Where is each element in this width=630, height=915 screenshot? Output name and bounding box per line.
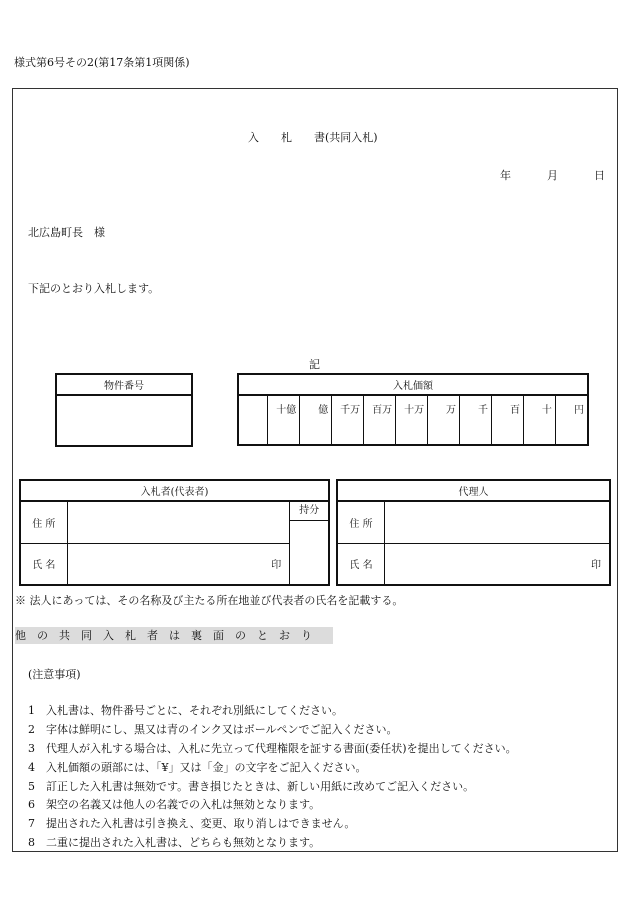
price-unit-label: 千 [477, 405, 488, 416]
note-text: 訂正した入札書は無効です。書き損じたときは、新しい用紙に改めてご記入ください。 [46, 779, 475, 793]
note-text: 架空の名義又は他人の名義での入札は無効となります。 [46, 798, 321, 812]
bidder-seal-label: 印 [271, 560, 282, 572]
note-number: 1 [28, 704, 35, 717]
price-digit-cell[interactable] [428, 395, 460, 445]
price-unit-label: 百万 [372, 405, 393, 416]
property-number-table [55, 373, 193, 447]
price-unit-label: 十億 [276, 405, 297, 416]
note-number: 6 [28, 798, 35, 812]
bidder-name-field[interactable] [67, 543, 290, 585]
price-unit-label: 億 [318, 405, 329, 416]
note-number: 7 [28, 817, 35, 831]
price-unit-label: 万 [446, 405, 457, 416]
agent-header: 代理人 [337, 480, 610, 501]
property-number-field[interactable] [56, 395, 192, 446]
price-digit-cell[interactable] [300, 395, 332, 445]
note-item [28, 796, 517, 815]
agent-address-field[interactable] [385, 501, 611, 543]
price-digit-cell[interactable] [491, 395, 523, 445]
corporation-note: ※ 法人にあっては、その名称及び主たる所在地並び代表者の氏名を記載する。 [15, 594, 404, 607]
note-item [28, 702, 517, 721]
note-item [28, 834, 517, 853]
bidder-table [19, 479, 330, 586]
price-unit-label: 円 [574, 405, 584, 416]
note-text: 字体は鮮明にし、黒又は青のインク又はボールペンでご記入ください。 [46, 722, 398, 736]
price-digit-cell[interactable] [555, 395, 588, 445]
bid-price-table [237, 373, 589, 446]
agent-address-label: 住 所 [337, 501, 385, 543]
bidder-header: 入札者(代表者) [20, 480, 329, 501]
bid-price-header: 入札価額 [238, 374, 588, 395]
share-cell[interactable] [290, 501, 329, 585]
price-digit-cell[interactable] [238, 395, 268, 445]
other-bidders-note: 他 の 共 同 入 札 者 は 裏 面 の と お り [15, 627, 333, 644]
note-text: 提出された入札書は引き換え、変更、取り消しはできません。 [46, 817, 356, 831]
price-digit-cell[interactable] [268, 395, 300, 445]
ki-label: 記 [309, 358, 320, 371]
note-number: 8 [28, 836, 35, 850]
addressee: 北広島町長 様 [28, 226, 105, 239]
agent-name-label: 氏 名 [337, 543, 385, 585]
note-item [28, 778, 517, 797]
note-item [28, 759, 517, 778]
note-number: 4 [28, 760, 35, 774]
agent-seal-label: 印 [591, 560, 601, 572]
date-day-label: 日 [594, 169, 605, 182]
price-unit-label: 百 [509, 405, 520, 416]
price-unit-label: 十 [541, 405, 552, 416]
note-number: 2 [28, 722, 35, 736]
date-month-label: 月 [547, 169, 558, 182]
note-text: 入札価額の頭部には、「¥」又は「金」の文字をご記入ください。 [46, 760, 367, 774]
page-title: 入 札 書(共同入札) [248, 131, 378, 144]
intro-text: 下記のとおり入札します。 [28, 282, 160, 295]
price-digit-cell[interactable] [332, 395, 364, 445]
notes-header: (注意事項) [28, 668, 81, 681]
price-digit-cell[interactable] [396, 395, 428, 445]
price-digit-cell[interactable] [460, 395, 492, 445]
notes-list [28, 702, 517, 853]
bidder-address-label: 住 所 [20, 501, 67, 543]
note-item [28, 815, 517, 834]
property-number-header: 物件番号 [56, 374, 192, 395]
note-text: 二重に提出された入札書は、どちらも無効となります。 [46, 836, 321, 850]
note-item [28, 740, 517, 759]
note-number: 5 [28, 779, 35, 793]
bidder-name-label: 氏 名 [20, 543, 67, 585]
agent-table [336, 479, 611, 586]
date-year-label: 年 [500, 169, 511, 182]
note-item [28, 721, 517, 740]
agent-name-field[interactable] [385, 543, 611, 585]
note-number: 3 [28, 741, 35, 755]
price-digit-cell[interactable] [364, 395, 396, 445]
bidder-address-field[interactable] [67, 501, 290, 543]
form-reference: 様式第6号その2(第17条第1項関係) [14, 56, 190, 69]
price-unit-label: 千万 [340, 405, 361, 416]
note-text: 代理人が入札する場合は、入札に先立って代理権限を証する書面(委任状)を提出してください。 [46, 741, 517, 755]
price-digit-cell[interactable] [523, 395, 555, 445]
share-label: 持分 [290, 502, 328, 521]
price-unit-label: 十万 [404, 405, 425, 416]
note-text: 入札書は、物件番号ごとに、それぞれ別紙にしてください。 [46, 704, 343, 717]
